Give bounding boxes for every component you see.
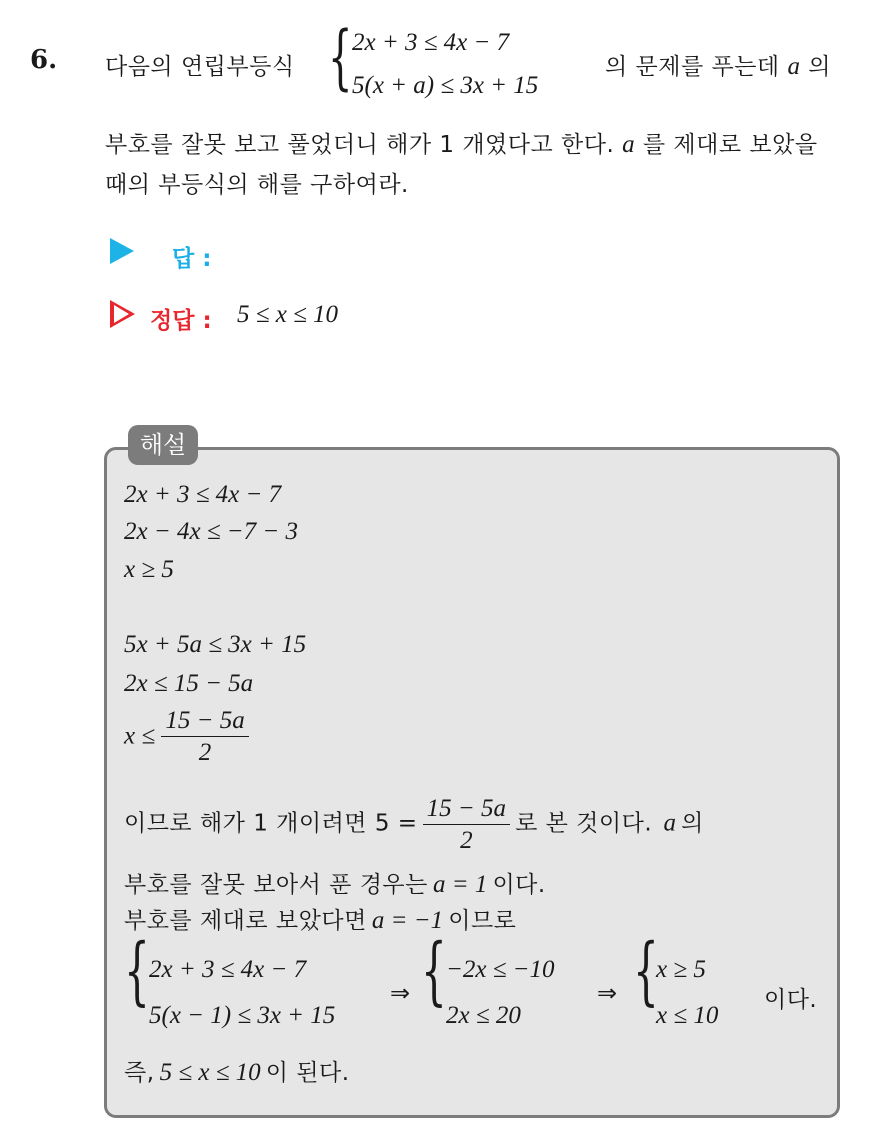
solution-line-6: x ≤ $\frac{15 - 5a}{2}$ (124, 706, 249, 770)
fraction: $\frac{15 - 5a}{2}$ (161, 706, 248, 770)
solution-tag: 해설 (128, 425, 198, 465)
solution-line-5: 2x ≤ 15 − 5a (124, 670, 254, 697)
fraction: $\frac{15 - 5a}{2}$ (423, 794, 510, 858)
system-end-text: 이다. (764, 987, 818, 1013)
question-text-line3: 때의 부등식의 해를 구하여라. (105, 172, 409, 198)
system3-line1: x ≥ 5 (656, 956, 706, 983)
solution-final: 즉, 5 ≤ x ≤ 10 이 된다. (124, 1059, 350, 1086)
left-brace-icon: { (633, 928, 659, 1014)
system1-line2: 5(x − 1) ≤ 3x + 15 (149, 1002, 336, 1029)
implies-arrow: ⇒ (390, 979, 411, 1007)
system3-line2: x ≤ 10 (656, 1002, 719, 1029)
variable-a: a (787, 53, 801, 80)
solution-paragraph-3: 부호를 제대로 보았다면 a = −1 이므로 (124, 907, 517, 934)
system2-line2: 2x ≤ 20 (446, 1002, 521, 1029)
left-brace-icon: { (124, 928, 150, 1014)
solution-line-3: x ≥ 5 (124, 556, 174, 583)
system1-line1: 2x + 3 ≤ 4x − 7 (149, 956, 307, 983)
question-number: 6. (30, 45, 58, 75)
correct-answer-label: 정답 : (150, 308, 212, 334)
solution-paragraph-1: 이므로 해가 1 개이려면 5 = $\frac{15 - 5a}{2}$ 로 본 것이다. a 의 (124, 794, 704, 858)
play-triangle-icon (110, 238, 134, 264)
question-text-line2: 부호를 잘못 보고 풀었더니 해가 1 개였다고 한다. a 를 제대로 보았을 (105, 131, 818, 158)
system-inequality-2: 5(x + a) ≤ 3x + 15 (352, 72, 539, 99)
answer-label: 답 : (172, 246, 212, 272)
implies-arrow: ⇒ (597, 979, 618, 1007)
correct-answer-value: 5 ≤ x ≤ 10 (237, 301, 339, 328)
question-text-line1-suffix: 의 문제를 푸는데 a 의 (605, 53, 831, 80)
system-inequality-1: 2x + 3 ≤ 4x − 7 (352, 29, 510, 56)
correct-answer-marker (110, 300, 135, 328)
outline-triangle-icon (110, 300, 135, 328)
left-brace-icon: { (421, 928, 447, 1014)
solution-paragraph-2: 부호를 잘못 보아서 푼 경우는 a = 1 이다. (124, 871, 546, 898)
solution-line-1: 2x + 3 ≤ 4x − 7 (124, 481, 282, 508)
left-brace-icon: { (328, 16, 353, 98)
system2-line1: −2x ≤ −10 (446, 956, 555, 983)
question-text-prefix: 다음의 연립부등식 (105, 54, 295, 80)
answer-marker (110, 238, 134, 264)
solution-line-4: 5x + 5a ≤ 3x + 15 (124, 631, 307, 658)
solution-line-2: 2x − 4x ≤ −7 − 3 (124, 518, 299, 545)
